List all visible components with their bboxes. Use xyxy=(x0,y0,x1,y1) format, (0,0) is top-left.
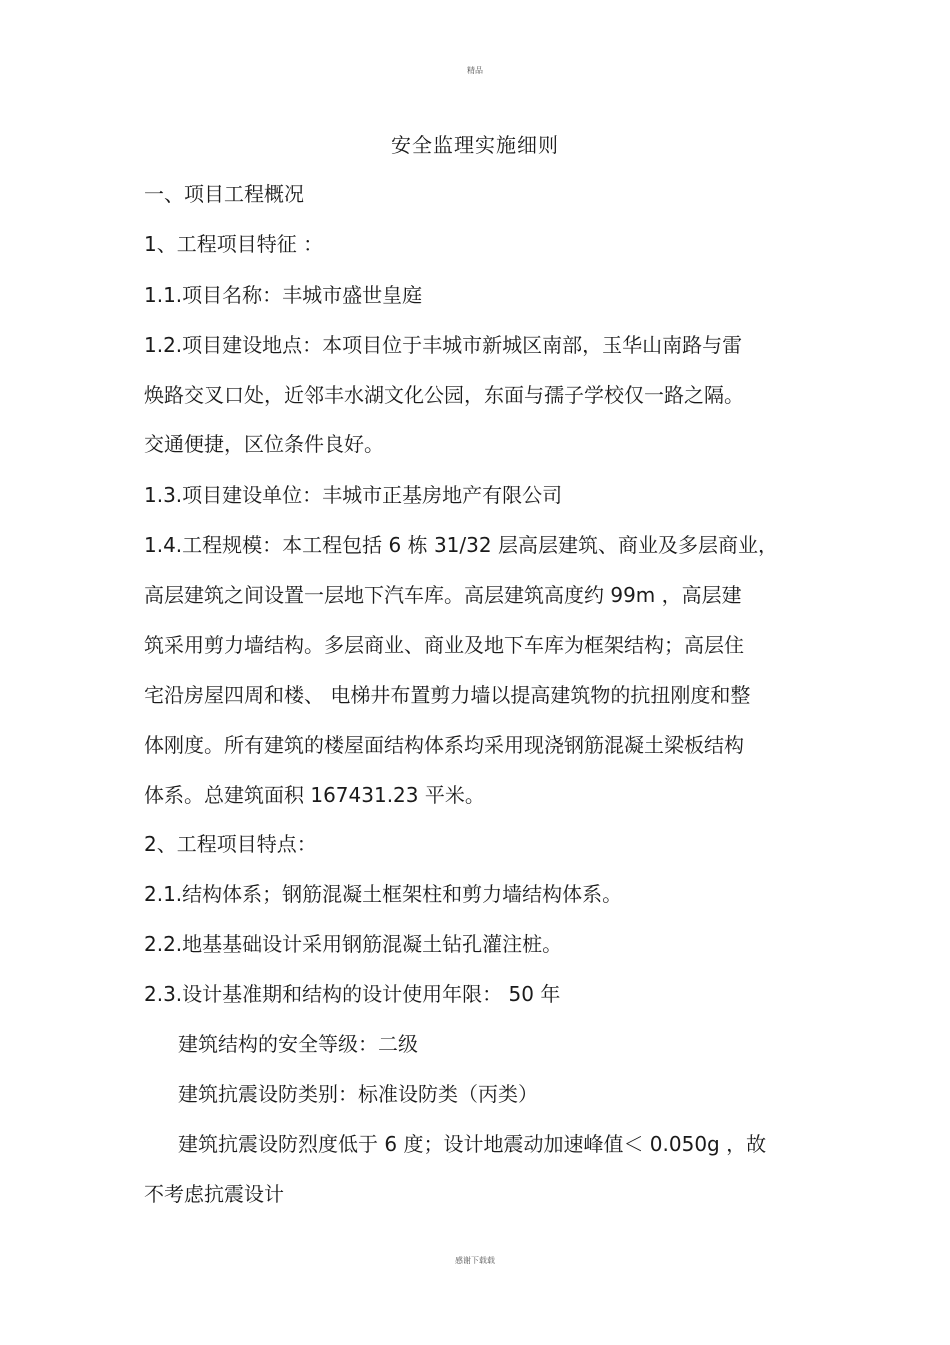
paragraph-construction-unit: 1.3.项目建设单位：丰城市正基房地产有限公司 xyxy=(144,483,563,507)
paragraph-design-period: 2.3.设计基准期和结构的设计使用年限： 50 年 xyxy=(144,982,561,1006)
paragraph-project-scale-line: 筑采用剪力墙结构。多层商业、商业及地下车库为框架结构；高层住 xyxy=(144,633,744,657)
paragraph-structural-system: 2.1.结构体系；钢筋混凝土框架柱和剪力墙结构体系。 xyxy=(144,882,623,906)
footer-watermark: 感谢下载载 xyxy=(455,1256,495,1265)
paragraph-project-scale-line: 高层建筑之间设置一层地下汽车库。高层建筑高度约 99m ，高层建 xyxy=(144,583,742,607)
paragraph-project-location-line: 焕路交叉口处，近邻丰水湖文化公园，东面与孺子学校仅一路之隔。 xyxy=(144,383,744,407)
paragraph-project-scale-line: 体刚度。所有建筑的楼屋面结构体系均采用现浇钢筋混凝土梁板结构 xyxy=(144,733,744,757)
paragraph-seismic-category: 建筑抗震设防类别：标准设防类（丙类） xyxy=(178,1082,538,1106)
subsection-heading-project-features: 1、工程项目特征 ： xyxy=(144,232,324,256)
paragraph-project-scale-line: 1.4.工程规模：本工程包括 6 栋 31/32 层高层建筑、商业及多层商业， xyxy=(144,533,778,557)
paragraph-project-name: 1.1.项目名称：丰城市盛世皇庭 xyxy=(144,283,423,307)
header-watermark: 精品 xyxy=(467,66,483,75)
document-title: 安全监理实施细则 xyxy=(391,133,559,157)
paragraph-seismic-intensity-line: 建筑抗震设防烈度低于 6 度；设计地震动加速峰值＜ 0.050g ，故 xyxy=(178,1132,767,1156)
paragraph-foundation-design: 2.2.地基基础设计采用钢筋混凝土钻孔灌注桩。 xyxy=(144,932,563,956)
section-heading-project-overview: 一、项目工程概况 xyxy=(144,182,304,206)
paragraph-project-scale-line: 宅沿房屋四周和楼、 电梯井布置剪力墙以提高建筑物的抗扭刚度和整 xyxy=(144,683,751,707)
paragraph-project-scale-line: 体系。总建筑面积 167431.23 平米。 xyxy=(144,783,485,807)
subsection-heading-project-characteristics: 2、工程项目特点： xyxy=(144,832,317,856)
paragraph-safety-grade: 建筑结构的安全等级：二级 xyxy=(178,1032,418,1056)
paragraph-seismic-intensity-line: 不考虑抗震设计 xyxy=(144,1182,284,1206)
paragraph-project-location-line: 1.2.项目建设地点：本项目位于丰城市新城区南部，玉华山南路与雷 xyxy=(144,333,743,357)
paragraph-project-location-line: 交通便捷，区位条件良好。 xyxy=(144,432,384,456)
